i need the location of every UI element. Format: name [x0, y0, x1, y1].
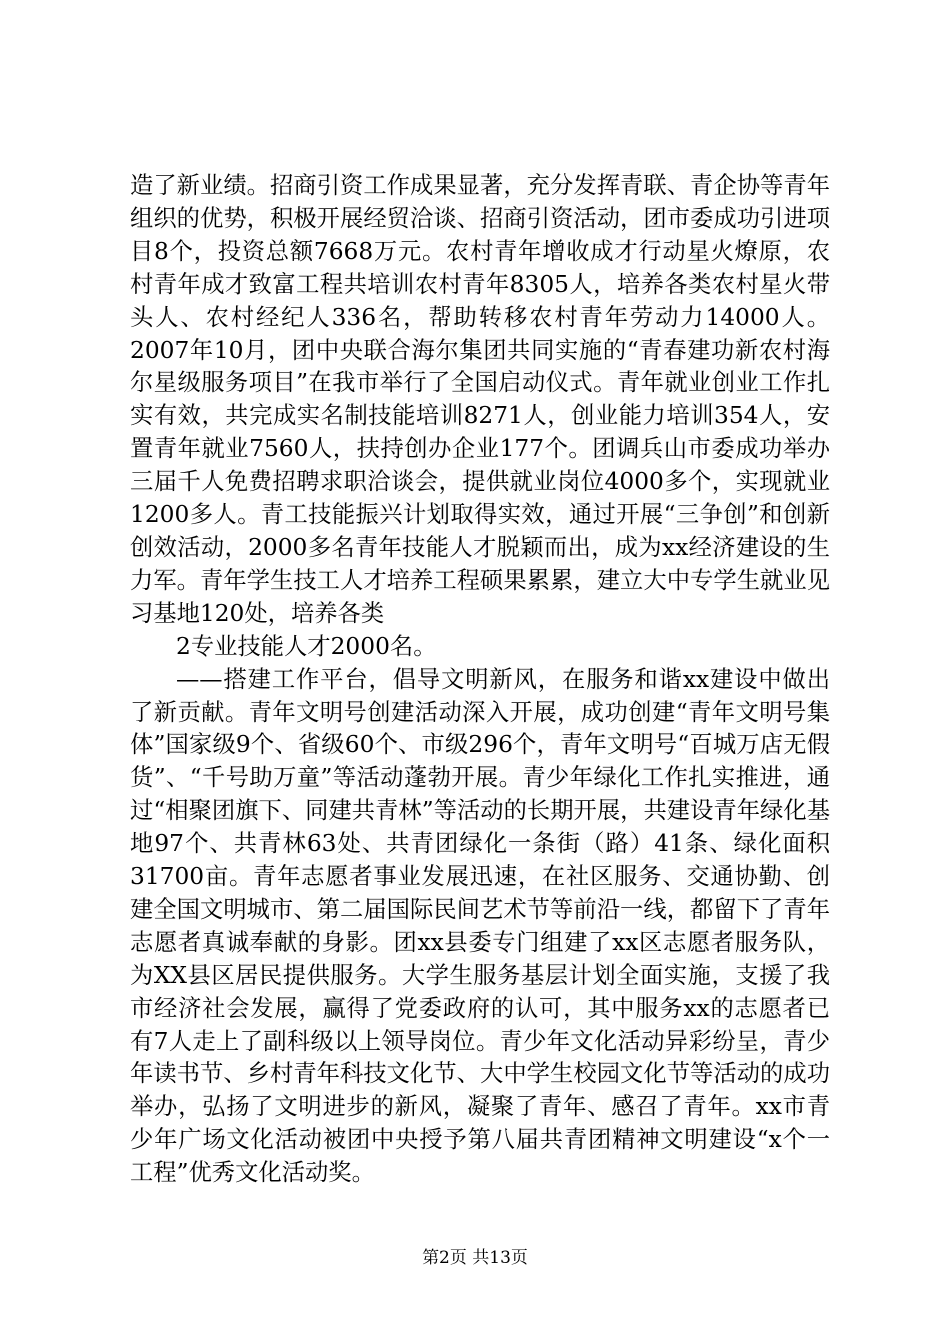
body-text	[130, 170, 830, 1190]
page-footer: 第2页 共13页	[422, 1248, 528, 1268]
paragraph-3: ——搭建工作平台，倡导文明新风，在服务和谐xx建设中做出了新贡献。青年文明号创建活动深入开展，成功创建“青年文明号集体”国家级9个、省级60个、市级296个，青年文明号“百城万店无假货”、“千号助万童”等活动蓬勃开展。青少年绿化工作扎实推进，通过“相聚团旗下、同建共青林”等活动的长期开展，共建设青年绿化基地97个、共青林63处、共青团绿化一条街（路）41条、绿化面积31700亩。青年志愿者事业发展迅速，在社区服务、交通协勤、创建全国文明城市、第二届国际民间艺术节等前沿一线，都留下了青年志愿者真诚奉献的身影。团xx县委专门组建了xx区志愿者服务队，为XX县区居民提供服务。大学生服务基层计划全面实施，支援了我市经济社会发展，赢得了党委政府的认可，其中服务xx的志愿者已有7人走上了副科级以上领导岗位。青少年文化活动异彩纷呈，青少年读书节、乡村青年科技文化节、大中学生校园文化节等活动的成功举办，弘扬了文明进步的新风，凝聚了青年、感召了青年。xx市青少年广场文化活动被团中央授予第八届共青团精神文明建设“x个一工程”优秀文化活动奖。	[130, 665, 830, 1187]
paragraph-1: 造了新业绩。招商引资工作成果显著，充分发挥青联、青企协等青年组织的优势，积极开展经贸洽谈、招商引资活动，团市委成功引进项目8个，投资总额7668万元。农村青年增收成才行动星火燎原，农村青年成才致富工程共培训农村青年8305人，培养各类农村星火带头人、农村经纪人336名，帮助转移农村青年劳动力14000人。2007年10月，团中央联合海尔集团共同实施的“青春建功新农村海尔星级服务项目”在我市举行了全国启动仪式。青年就业创业工作扎实有效，共完成实名制技能培训8271人，创业能力培训354人，安置青年就业7560人，扶持创办企业177个。团调兵山市委成功举办三届千人免费招聘求职洽谈会，提供就业岗位4000多个，实现就业1200多人。青工技能振兴计划取得实效，通过开展“三争创”和创新创效活动，2000多名青年技能人才脱颖而出，成为xx经济建设的生力军。青年学生技工人才培养工程硕果累累，建立大中专学生就业见习基地120处，培养各类	[130, 172, 830, 627]
paragraph-2: 2专业技能人才2000名。	[176, 632, 437, 660]
